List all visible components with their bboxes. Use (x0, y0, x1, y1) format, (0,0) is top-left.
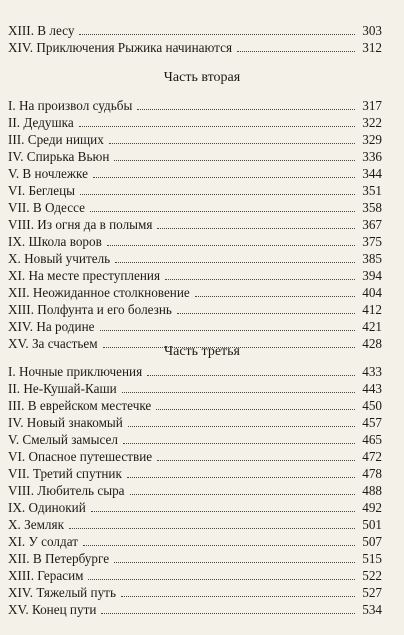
toc-dot-leader (107, 245, 355, 246)
toc-entry-title: X. Новый учитель (8, 251, 111, 266)
toc-dot-leader (109, 143, 355, 144)
toc-entry (8, 498, 382, 515)
toc-dot-leader (93, 177, 355, 178)
toc-entry-page: 465 (362, 432, 382, 447)
toc-dot-leader (122, 392, 355, 393)
toc-entry (8, 447, 382, 464)
toc-dot-leader (123, 443, 355, 444)
toc-entry (8, 566, 382, 583)
toc-entry-title: VII. В Одессе (8, 200, 85, 215)
toc-entry-title: I. Ночные приключения (8, 364, 143, 379)
toc-entry (8, 21, 382, 38)
part-three-heading: Часть третья (164, 344, 240, 359)
toc-entry-title: XIV. Приключения Рыжика начинаются (8, 40, 233, 55)
toc-dot-leader (165, 279, 355, 280)
toc-entry (8, 266, 382, 283)
toc-entry-title: IX. Школа воров (8, 234, 102, 249)
toc-entry (8, 600, 382, 617)
toc-entry-page: 375 (362, 234, 382, 249)
toc-entry-page: 522 (362, 568, 382, 583)
toc-entry-page: 322 (362, 115, 382, 130)
toc-entry-page: 450 (362, 398, 382, 413)
toc-entry-title: V. В ночлежке (8, 166, 88, 181)
toc-entry-title: III. В еврейском местечке (8, 398, 152, 413)
part-two-heading: Часть вторая (163, 70, 241, 85)
toc-entry-title: II. Дедушка (8, 115, 74, 130)
toc-entry (8, 413, 382, 430)
toc-entry (8, 464, 382, 481)
toc-entry-title: III. Среди нищих (8, 132, 104, 147)
toc-entry-title: IV. Новый знакомый (8, 415, 123, 430)
toc-entry-page: 421 (362, 319, 382, 334)
toc-entry (8, 396, 382, 413)
toc-dot-leader (121, 596, 355, 597)
toc-entry-page: 515 (362, 551, 382, 566)
toc-entry-page: 367 (362, 217, 382, 232)
toc-dot-leader (69, 528, 355, 529)
toc-entry-title: VIII. Любитель сыра (8, 483, 125, 498)
toc-entry (8, 515, 382, 532)
toc-entry-page: 385 (362, 251, 382, 266)
toc-dot-leader (114, 160, 355, 161)
toc-dot-leader (79, 34, 355, 35)
toc-entry (8, 532, 382, 549)
toc-entry (8, 583, 382, 600)
toc-entry-page: 303 (362, 23, 382, 38)
toc-entry (8, 164, 382, 181)
toc-entry-title: XIV. На родине (8, 319, 95, 334)
toc-entry (8, 181, 382, 198)
toc-entry-title: XIII. Герасим (8, 568, 84, 583)
toc-entry-page: 492 (362, 500, 382, 515)
toc-dot-leader (79, 126, 355, 127)
toc-entry-title: II. Не-Кушай-Каши (8, 381, 117, 396)
toc-entry-page: 428 (362, 336, 382, 351)
toc-entry-page: 394 (362, 268, 382, 283)
toc-entry (8, 249, 382, 266)
toc-entry-page: 472 (362, 449, 382, 464)
toc-dot-leader (157, 460, 355, 461)
toc-dot-leader (91, 511, 355, 512)
toc-entry-title: X. Земляк (8, 517, 64, 532)
toc-dot-leader (100, 330, 356, 331)
toc-entry (8, 317, 382, 334)
toc-entry-page: 443 (362, 381, 382, 396)
toc-dot-leader (195, 296, 355, 297)
toc-entry-page: 336 (362, 149, 382, 164)
toc-entry-title: VI. Опасное путешествие (8, 449, 153, 464)
toc-entry (8, 198, 382, 215)
toc-dot-leader (177, 313, 355, 314)
toc-entry-page: 404 (362, 285, 382, 300)
toc-entry-title: VI. Беглецы (8, 183, 76, 198)
toc-entry-title: VII. Третий спутник (8, 466, 122, 481)
toc-entry (8, 379, 382, 396)
toc-entry-title: XII. Неожиданное столкновение (8, 285, 190, 300)
toc-entry (8, 283, 382, 300)
toc-entry (8, 96, 382, 113)
toc-entry-title: XII. В Петербурге (8, 551, 110, 566)
toc-entry-title: XIII. В лесу (8, 23, 75, 38)
toc-dot-leader (147, 375, 355, 376)
toc-entry-page: 317 (362, 98, 382, 113)
toc-entry-page: 488 (362, 483, 382, 498)
toc-dot-leader (90, 211, 355, 212)
toc-entry (8, 232, 382, 249)
toc-entry (8, 130, 382, 147)
toc-entry-page: 358 (362, 200, 382, 215)
toc-dot-leader (114, 562, 355, 563)
toc-entry-title: VIII. Из огня да в полымя (8, 217, 153, 232)
toc-entry-title: XI. На месте преступления (8, 268, 161, 283)
toc-entry-title: XIV. Тяжелый путь (8, 585, 116, 600)
toc-entry (8, 113, 382, 130)
toc-dot-leader (157, 228, 355, 229)
toc-entry-page: 329 (362, 132, 382, 147)
toc-entry (8, 215, 382, 232)
toc-entry (8, 430, 382, 447)
toc-dot-leader (88, 579, 355, 580)
toc-entry-page: 412 (362, 302, 382, 317)
toc-entry-title: XV. За счастьем (8, 336, 98, 351)
toc-entry-page: 351 (362, 183, 382, 198)
toc-dot-leader (128, 426, 355, 427)
toc-entry (8, 481, 382, 498)
toc-entry (8, 38, 382, 55)
toc-entry-page: 478 (362, 466, 382, 481)
toc-entry-title: XI. У солдат (8, 534, 78, 549)
toc-entry-page: 433 (362, 364, 382, 379)
toc-entry-page: 457 (362, 415, 382, 430)
toc-dot-leader (83, 545, 355, 546)
toc-dot-leader (237, 51, 355, 52)
toc-entry-title: XIII. Полфунта и его болезнь (8, 302, 172, 317)
toc-entry-page: 507 (362, 534, 382, 549)
toc-entry-page: 527 (362, 585, 382, 600)
toc-dot-leader (115, 262, 355, 263)
toc-entry-title: V. Смелый замысел (8, 432, 118, 447)
toc-entry-title: I. На произвол судьбы (8, 98, 133, 113)
toc-entry-page: 344 (362, 166, 382, 181)
toc-dot-leader (130, 494, 355, 495)
toc-entry-page: 501 (362, 517, 382, 532)
toc-entry-page: 312 (362, 40, 382, 55)
toc-dot-leader (101, 613, 355, 614)
toc-dot-leader (156, 409, 355, 410)
toc-entry-title: IX. Одинокий (8, 500, 86, 515)
toc-entry-title: XV. Конец пути (8, 602, 97, 617)
toc-dot-leader (127, 477, 355, 478)
toc-entry (8, 147, 382, 164)
toc-entry (8, 300, 382, 317)
toc-dot-leader (80, 194, 355, 195)
toc-entry-title: IV. Спирька Вьюн (8, 149, 110, 164)
toc-dot-leader (137, 109, 355, 110)
toc-entry-page: 534 (362, 602, 382, 617)
toc-entry (8, 362, 382, 379)
toc-entry (8, 549, 382, 566)
